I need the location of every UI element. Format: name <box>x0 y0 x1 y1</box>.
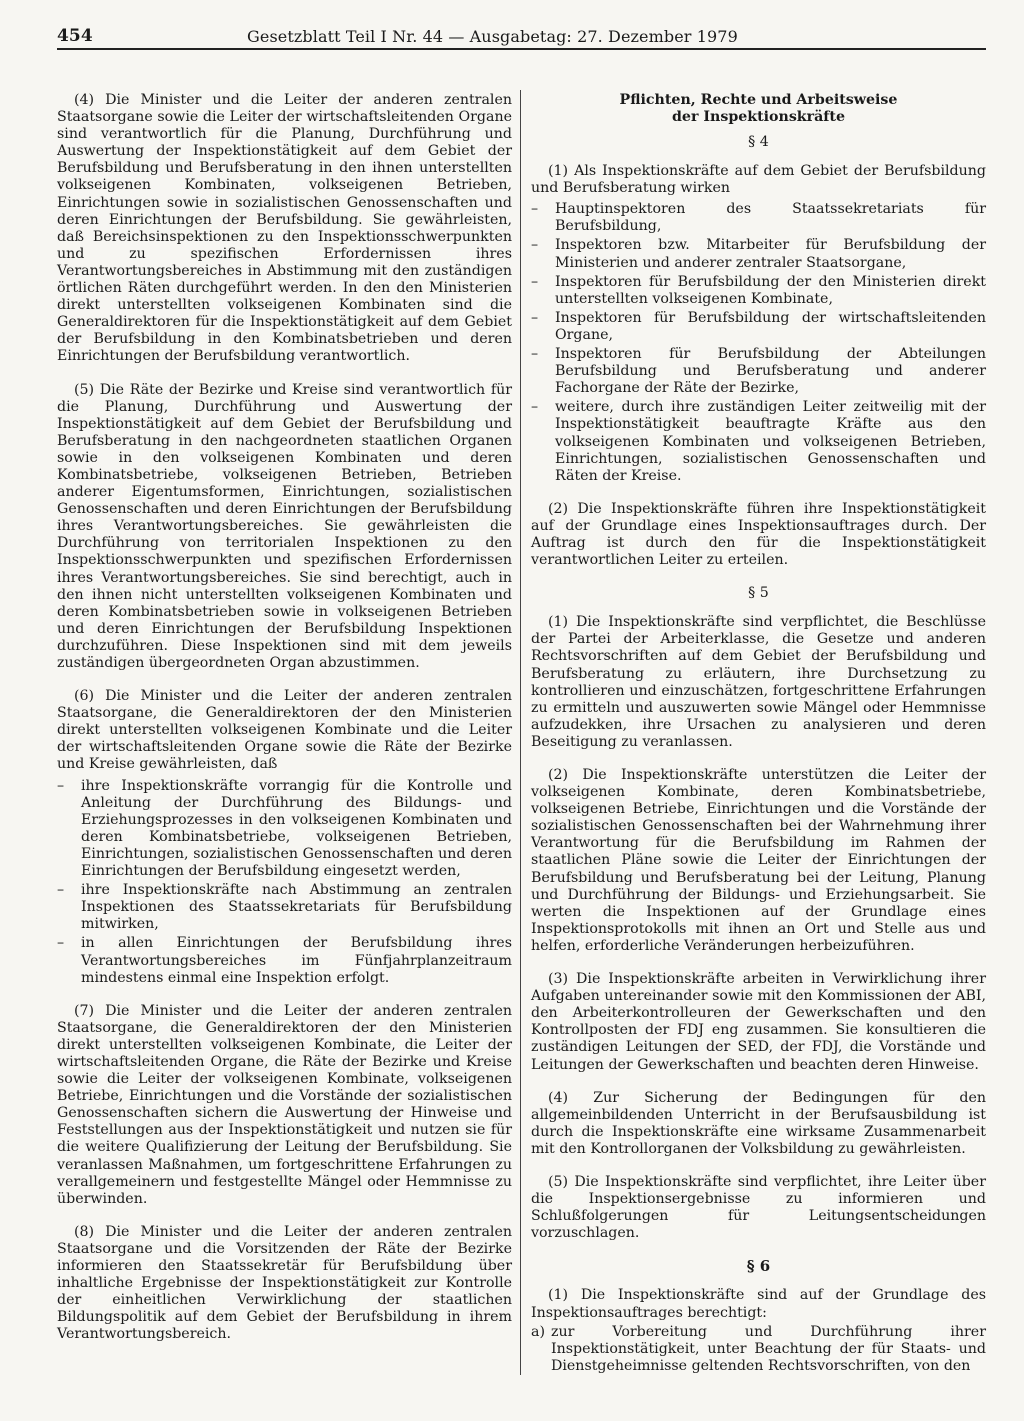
right-column <box>531 92 986 1375</box>
paragraph-3-5: (5) Die Räte der Bezirke und Kreise sind verantwortlich für die Planung, Durchführung und Auswertung der Inspektionstätigkeit auf dem Gebiet der Berufsbildung und Berufsberatung in den nachgeordneten staatlichen Organen sowie in den volkseigenen Kombinaten und deren Kombinatsbetriebe, volkseigenen Betrieben, Betrieben anderer Eigentumsformen, Einrichtungen, sozialistischen Genossenschaften und deren Einrichtungen der Berufsbildung ihres Verantwortungsbereiches. Sie gewährleisten die Durchführung von territorialen Inspektionen zu den Inspektionsschwerpunkten und spezifischen Erfordernissen ihres Verantwortungsbereiches. Sie sind berechtigt, auch in den ihnen nicht unterstellten volkseigenen Kombinaten und deren Kombinatsbetrieben sowie in volkseigenen Betrieben und deren Einrichtungen der Berufsbildung Inspektionen durchzuführen. Diese Inspektionen sind mit dem jeweils zuständigen übergeordneten Organ abzustimmen. <box>57 381 512 671</box>
dash-marker: – <box>531 237 539 254</box>
page-header <box>57 20 982 46</box>
paragraph-4-1: (1) Als Inspektionskräfte auf dem Gebiet der Berufsbildung und Berufsberatung wirken <box>531 163 986 197</box>
paragraph-3-6: (6) Die Minister und die Leiter der anderen zentralen Staatsorgane, die Generaldirektoren der den Ministerien direkt unterstellten volkseigenen Kombinate und die Leiter der wirtschaftsleitenden Organe sowie die Räte der Bezirke und Kreise gewährleisten, daß <box>57 688 512 773</box>
section-title: Pflichten, Rechte und Arbeitsweise der Inspektionskräfte <box>619 92 898 125</box>
section-sign-6: § 6 <box>746 1257 771 1276</box>
paragraph-5-4: (4) Zur Sicherung der Bedingungen für den allgemeinbildenden Unterricht in der Berufsausbildung ist durch die Inspektionskräfte eine wirksame Zusammenarbeit mit den Kontrollorganen der Volksbildung zu gewährleisten. <box>531 1089 986 1157</box>
list-item: – Inspektoren für Berufsbildung der wirtschaftsleitenden Organe, <box>531 309 986 343</box>
list-item: – weitere, durch ihre zuständigen Leiter zeitweilig mit der Inspektionstätigkeit beauftragte Kräfte aus den volkseigenen Kombinaten und volkseigenen Betrieben, Einrichtungen, sozialistischen Genossenschaften und Räten der Kreise. <box>531 399 986 484</box>
dash-marker: – <box>57 935 65 952</box>
list-item: – Inspektoren für Berufsbildung der Abteilungen Berufsbildung und Berufsberatung und anderer Fachorgane der Räte der Bezirke, <box>531 346 986 397</box>
left-column <box>57 92 512 1359</box>
dash-marker: – <box>531 399 539 416</box>
paragraph-5-5: (5) Die Inspektionskräfte sind verpflichtet, ihre Leiter über die Inspektionsergebnisse zu informieren und Schlußfolgerungen für Leitungsentscheidungen vorzuschlagen. <box>531 1173 986 1242</box>
dash-marker: – <box>531 346 539 363</box>
list-item: – ihre Inspektionskräfte vorrangig für die Kontrolle und Anleitung der Durchführung des Bildungs- und Erziehungsprozesses in den volkseigenen Kombinaten und deren Kombinatsbetriebe, volkseigenen Betrieben, Einrichtungen, sozialistischen Genossenschaften und deren Einrichtungen der Berufsbildung eingesetzt werden, <box>57 777 512 880</box>
list-item: – Hauptinspektoren des Staatssekretariats für Berufsbildung, <box>531 201 986 235</box>
paragraph-4-2: (2) Die Inspektionskräfte führen ihre Inspektionstätigkeit auf der Grundlage eines Inspektionsauftrages durch. Der Auftrag ist durch den für die Inspektionstätigkeit verantwortlichen Leiter zu erteilen. <box>531 500 986 569</box>
dash-marker: – <box>531 201 539 218</box>
list-item-a: a) zur Vorbereitung und Durchführung ihrer Inspektionstätigkeit, unter Beachtung der für Staats- und Dienstgeheimnisse geltenden Rechtsvorschriften, von den <box>531 1323 986 1374</box>
paragraph-5-1: (1) Die Inspektionskräfte sind verpflichtet, die Beschlüsse der Partei der Arbeiterklasse, die Gesetze und anderen Rechtsvorschriften auf dem Gebiet der Berufsbildung und Berufsberatung zu erläutern, ihre Durchsetzung zu kontrollieren und einzuschätzen, fortgeschrittene Erfahrungen zu ermitteln und auszuwerten sowie Mängel oder Hemmnisse aufzudekken, ihre Ursachen zu analysieren und deren Beseitigung zu veranlassen. <box>531 614 986 750</box>
list-item: – ihre Inspektionskräfte nach Abstimmung an zentralen Inspektionen des Staatssekretariats für Berufsbildung mitwirken, <box>57 882 512 933</box>
list-item: – Inspektoren für Berufsbildung der den Ministerien direkt unterstellten volkseigenen Kombinate, <box>531 273 986 307</box>
dash-marker: – <box>57 777 65 794</box>
page-number: 454 <box>57 26 93 46</box>
dash-marker: – <box>57 882 65 899</box>
paragraph-3-6-list <box>57 778 512 987</box>
item-marker: a) <box>531 1323 545 1340</box>
section-sign-4: § 4 <box>748 134 769 150</box>
list-item: – Inspektoren bzw. Mitarbeiter für Berufsbildung der Ministerien und anderer zentraler Staatsorgane, <box>531 237 986 271</box>
paragraph-4-1-list <box>531 201 986 485</box>
header-rule <box>57 48 986 50</box>
list-item: – in allen Einrichtungen der Berufsbildung ihres Verantwortungsbereiches im Fünfjahrplanzeitraum mindestens einmal eine Inspektion erfolgt. <box>57 935 512 986</box>
column-divider <box>520 90 521 1375</box>
paragraph-5-2: (2) Die Inspektionskräfte unterstützen die Leiter der volkseigenen Kombinate, deren Kombinatsbetriebe, volkseigenen Betriebe, Einrichtungen und die Vorstände der sozialistischen Genossenschaften bei der Wahrnehmung ihrer Verantwortung für die Berufsbildung im Rahmen der staatlichen Pläne sowie die Leiter der Einrichtungen der Berufsbildung und Berufsberatung bei der Leitung, Planung und Durchführung der Bildungs- und Erziehungsarbeit. Sie werten die Inspektionen auf der Grundlage eines Inspektionsprotokolls mit ihnen an Ort und Stelle aus und helfen, erforderliche Veränderungen herbeizuführen. <box>531 767 986 954</box>
gazette-title: Gesetzblatt Teil I Nr. 44 — Ausgabetag: 27. Dezember 1979 <box>247 27 738 46</box>
paragraph-6-1: (1) Die Inspektionskräfte sind auf der Grundlage des Inspektionsauftrages berechtigt: <box>531 1287 986 1321</box>
paragraph-3-7: (7) Die Minister und die Leiter der anderen zentralen Staatsorgane, die Generaldirektoren der den Ministerien direkt unterstellten volkseigenen Kombinate, die Leiter der wirtschaftsleitenden Organe, die Räte der Bezirke und Kreise sowie die Leiter der volkseigenen Kombinate, volkseigenen Betriebe, Einrichtungen und die Vorstände der sozialistischen Genossenschaften sichern die Auswertung der Hinweise und Feststellungen aus der Inspektionstätigkeit und nutzen sie für die weitere Qualifizierung der Leitung der Berufsbildung. Sie veranlassen Maßnahmen, um fortgeschrittene Erfahrungen zu verallgemeinern und festgestellte Mängel oder Hemmnisse zu überwinden. <box>57 1002 512 1207</box>
dash-marker: – <box>531 309 539 326</box>
paragraph-3-4: (4) Die Minister und die Leiter der anderen zentralen Staatsorgane sowie die Leiter der wirtschaftsleitenden Organe sind verantwortlich für die Planung, Durchführung und Auswertung der Inspektionstätigkeit auf dem Gebiet der Berufsbildung und Berufsberatung in den ihnen unterstellten volkseigenen Kombinaten, volkseigenen Betrieben, Einrichtungen sowie in sozialistischen Genossenschaften und deren Einrichtungen der Berufsbildung. Sie gewährleisten, daß Bereichsinspektionen zu den Inspektionsschwerpunkten und zu spezifischen Erfordernissen ihres Verantwortungsbereiches in Abstimmung mit den zuständigen örtlichen Räten durchgeführt werden. In den den Ministerien direkt unterstellten volkseigenen Kombinaten sind die Generaldirektoren für die Inspektionstätigkeit auf dem Gebiet der Berufsbildung in den Kombinatsbetrieben und deren Einrichtungen der Berufsbildung verantwortlich. <box>57 92 512 365</box>
section-sign-5: § 5 <box>748 585 769 602</box>
dash-marker: – <box>531 273 539 290</box>
paragraph-5-3: (3) Die Inspektionskräfte arbeiten in Verwirklichung ihrer Aufgaben untereinander sowie mit den Kommissionen der ABI, den Arbeiterkontrolleuren der Gewerkschaften und den Kontrollposten der FDJ eng zusammen. Sie konsultieren die zuständigen Leitungen der SED, der FDJ, die Vorstände und Leitungen der Gewerkschaften und beachten deren Hinweise. <box>531 971 986 1073</box>
paragraph-3-8: (8) Die Minister und die Leiter der anderen zentralen Staatsorgane und die Vorsitzenden der Räte der Bezirke informieren den Staatssekretär für Berufsbildung über inhaltliche Ergebnisse der Inspektionstätigkeit zur Kontrolle der einheitlichen Verwirklichung der staatlichen Bildungspolitik auf dem Gebiet der Berufsbildung in ihrem Verantwortungsbereich. <box>57 1223 512 1343</box>
